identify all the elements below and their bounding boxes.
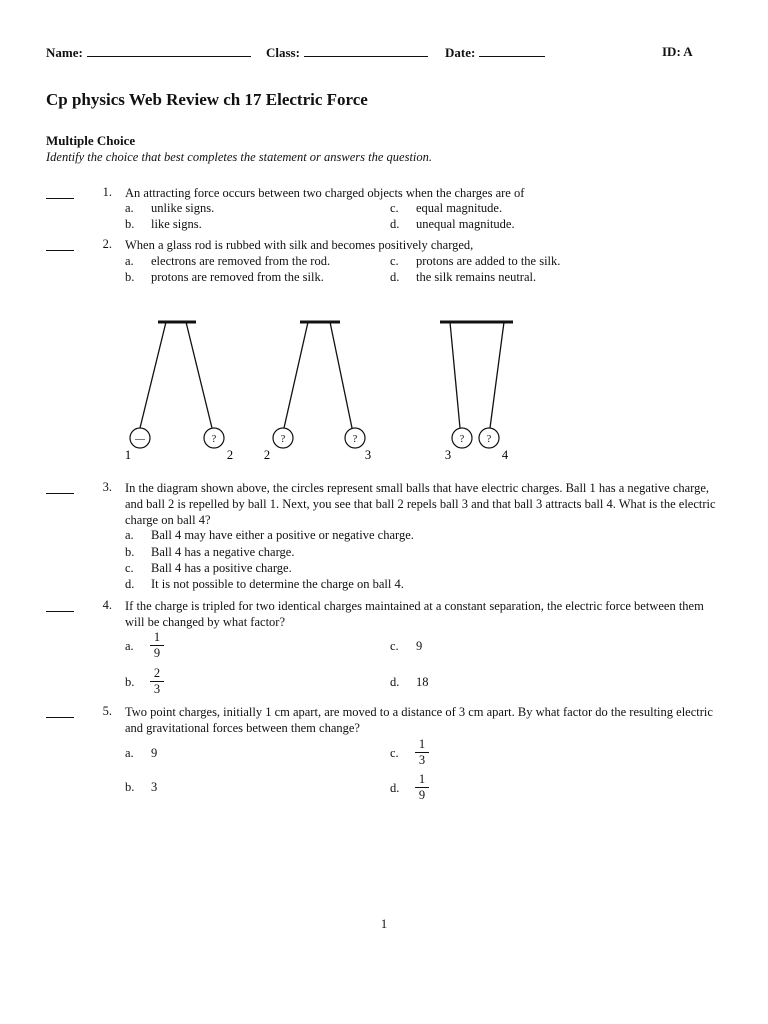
thread <box>284 322 308 428</box>
option-label: d. <box>125 577 135 591</box>
answer-blank <box>46 198 74 199</box>
page-title: Cp physics Web Review ch 17 Electric Force <box>46 90 368 109</box>
option-text: Ball 4 may have either a positive or negative charge. <box>151 528 414 542</box>
option-c <box>390 201 502 216</box>
page-number: 1 <box>380 917 388 931</box>
option-label: c. <box>390 639 399 653</box>
option-label: c. <box>125 561 134 575</box>
date-blank <box>479 44 545 57</box>
question-number: 3. <box>102 480 112 494</box>
name-blank <box>87 44 251 57</box>
option-text: 3 <box>151 780 158 794</box>
thread <box>450 322 460 428</box>
option-text: Ball 4 has a negative charge. <box>151 545 295 559</box>
name-label: Name: <box>46 45 83 60</box>
question-number: 1. <box>102 185 112 199</box>
option-a <box>125 528 414 543</box>
denominator: 9 <box>418 788 426 802</box>
option-label: a. <box>125 746 134 760</box>
fraction-two-thirds <box>150 667 164 696</box>
option-c <box>125 561 292 576</box>
option-b-label: b. <box>125 675 135 689</box>
date-label: Date: <box>445 45 476 60</box>
option-text: protons are added to the silk. <box>416 254 561 268</box>
charged-balls-diagram <box>0 310 768 465</box>
option-text: the silk remains neutral. <box>416 270 537 284</box>
option-label: d. <box>390 675 400 689</box>
option-label: d. <box>390 270 400 284</box>
name-field <box>46 44 251 61</box>
option-label: b. <box>125 545 135 559</box>
ball-number: 1 <box>124 448 132 462</box>
class-field <box>266 44 428 61</box>
option-a <box>125 746 157 761</box>
ball-number: 2 <box>226 448 234 462</box>
option-d <box>390 675 429 690</box>
option-label: c. <box>390 254 399 268</box>
ball-charge-symbol: ? <box>486 434 492 445</box>
option-text: equal magnitude. <box>416 201 503 215</box>
answer-blank <box>46 611 74 612</box>
option-c <box>390 639 422 654</box>
option-c <box>390 254 560 269</box>
ball-charge-symbol: — <box>135 434 145 445</box>
numerator: 1 <box>415 773 429 788</box>
option-label: c. <box>390 201 399 215</box>
ball-charge-symbol: ? <box>211 434 217 445</box>
question-number: 2. <box>102 237 112 251</box>
denominator: 3 <box>418 753 426 767</box>
thread <box>140 322 166 428</box>
ball-number: 3 <box>364 448 372 462</box>
class-blank <box>304 44 428 57</box>
id-label: ID: A <box>662 44 693 59</box>
option-d <box>125 577 404 592</box>
option-a <box>125 254 330 269</box>
option-d-label: d. <box>390 781 400 795</box>
answer-blank <box>46 493 74 494</box>
question-number: 4. <box>102 598 112 612</box>
date-field <box>445 44 545 61</box>
option-text: 18 <box>416 675 429 689</box>
section-heading: Multiple Choice <box>46 133 136 148</box>
answer-blank <box>46 717 74 718</box>
option-a-label: a. <box>125 639 134 653</box>
question-text: In the diagram shown above, the circles represent small balls that have electric charges. Ball 1 has a negative charge, and ball 2 is repelled by ball 1. Next, you see that ball 2 repels ball 3 and that ball 3 attracts ball 4. What is the electric charge on ball 4? <box>125 481 716 527</box>
ball-number: 2 <box>263 448 271 462</box>
option-text: like signs. <box>151 217 202 231</box>
question-text: An attracting force occurs between two charged objects when the charges are of <box>125 186 525 200</box>
option-text: electrons are removed from the rod. <box>151 254 331 268</box>
fraction-one-third <box>415 738 429 767</box>
option-text: 9 <box>416 639 423 653</box>
thread <box>490 322 504 428</box>
fraction-one-ninth <box>415 773 429 802</box>
option-label: a. <box>125 201 134 215</box>
numerator: 1 <box>150 631 164 646</box>
ball-number: 3 <box>444 448 452 462</box>
option-label: a. <box>125 254 134 268</box>
option-text: Ball 4 has a positive charge. <box>151 561 292 575</box>
thread <box>330 322 352 428</box>
fraction-one-ninth <box>150 631 164 660</box>
denominator: 3 <box>153 682 161 696</box>
option-text: unequal magnitude. <box>416 217 515 231</box>
option-text: It is not possible to determine the charge on ball 4. <box>151 577 404 591</box>
option-text: unlike signs. <box>151 201 215 215</box>
section-instructions: Identify the choice that best completes the statement or answers the question. <box>46 150 433 164</box>
numerator: 1 <box>415 738 429 753</box>
option-label: a. <box>125 528 134 542</box>
option-label: b. <box>125 780 135 794</box>
option-b <box>125 780 157 795</box>
option-d <box>390 270 536 285</box>
denominator: 9 <box>153 646 161 660</box>
question-text: Two point charges, initially 1 cm apart, are moved to a distance of 3 cm apart. By what factor do the resulting electric and gravitational forces between them change? <box>125 705 713 735</box>
ball-charge-symbol: ? <box>459 434 465 445</box>
option-label: b. <box>125 270 135 284</box>
option-d <box>390 217 515 232</box>
ball-charge-symbol: ? <box>352 434 358 445</box>
option-text: protons are removed from the silk. <box>151 270 324 284</box>
option-text: 9 <box>151 746 158 760</box>
option-a <box>125 201 214 216</box>
option-label: d. <box>390 217 400 231</box>
ball-number: 4 <box>501 448 509 462</box>
option-b <box>125 545 294 560</box>
option-b <box>125 217 202 232</box>
question-text: If the charge is tripled for two identical charges maintained at a constant separation, the electric force between them will be changed by what factor? <box>125 599 704 629</box>
class-label: Class: <box>266 45 300 60</box>
question-number: 5. <box>102 704 112 718</box>
ball-charge-symbol: ? <box>280 434 286 445</box>
question-text: When a glass rod is rubbed with silk and becomes positively charged, <box>125 238 474 252</box>
numerator: 2 <box>150 667 164 682</box>
thread <box>186 322 212 428</box>
option-b <box>125 270 324 285</box>
option-label: b. <box>125 217 135 231</box>
option-c-label: c. <box>390 746 399 760</box>
answer-blank <box>46 250 74 251</box>
